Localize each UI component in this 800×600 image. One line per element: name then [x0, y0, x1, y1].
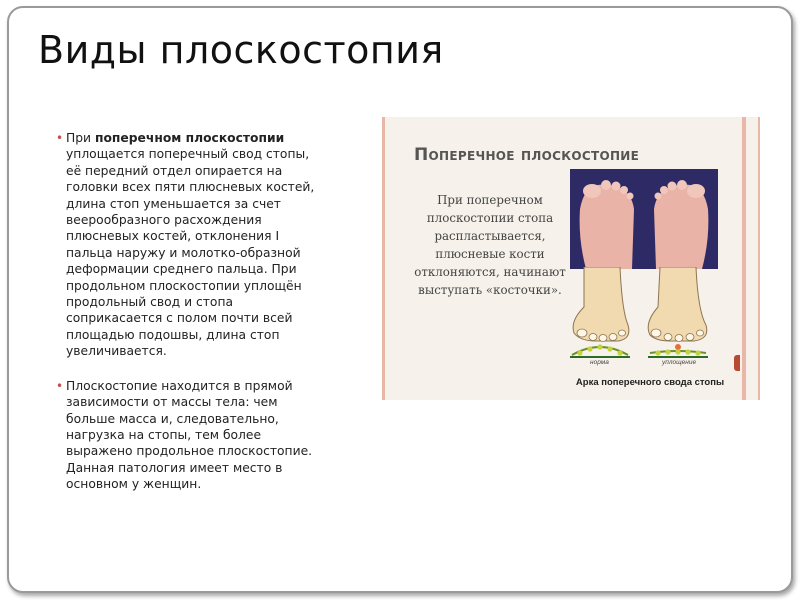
decor-rail-left: [382, 117, 385, 400]
illustration-body: При поперечном плоскостопии стопа распластывается, плюсневые кости отклоняются, начинают выступать «косточки».: [414, 193, 566, 297]
foot-drawing-image: [566, 267, 722, 367]
decor-rail-right-thin: [758, 117, 760, 400]
bullet-list: [56, 130, 328, 511]
illustration-caption: Арка поперечного свода стопы: [575, 377, 725, 388]
label-flat: уплощение: [662, 359, 697, 366]
bullet-item-weight: [56, 378, 328, 493]
foot-arch-drawing: [566, 267, 722, 367]
decor-side-mark: [734, 355, 740, 371]
slide-title: Виды плоскостопия: [38, 28, 444, 72]
bullet-text-bold: поперечном плоскостопии: [94, 131, 285, 145]
feet-photo: [570, 169, 718, 269]
label-normal: норма: [590, 359, 609, 366]
illustration-panel: [382, 117, 760, 400]
bullet-item-transverse: [56, 130, 328, 360]
feet-photo-image: [570, 169, 718, 269]
bullet-text-pre: При: [66, 131, 95, 145]
illustration-title: Поперечное плоскостопие: [414, 145, 640, 165]
bullet-text-post: уплощается поперечный свод стопы, её передний отдел опирается на головки всех пяти плюсневых костей, длина стоп уменьшается за счет веерообразного расхождения плюсневых костей, отклонения I пальца наружу и молотко-образной деформации среднего пальца. При продольном плоскостопии уплощён продольный свод и стопа соприкасается с полом почти всей площадью подошвы, длина стоп увеличивается.: [66, 147, 315, 359]
bullet-text: Плоскостопие находится в прямой зависимости от массы тела: чем больше масса и, следовательно, нагрузка на стопы, тем более выражено продольное плоскостопие. Данная патология имеет место в основном у женщин.: [66, 378, 313, 492]
